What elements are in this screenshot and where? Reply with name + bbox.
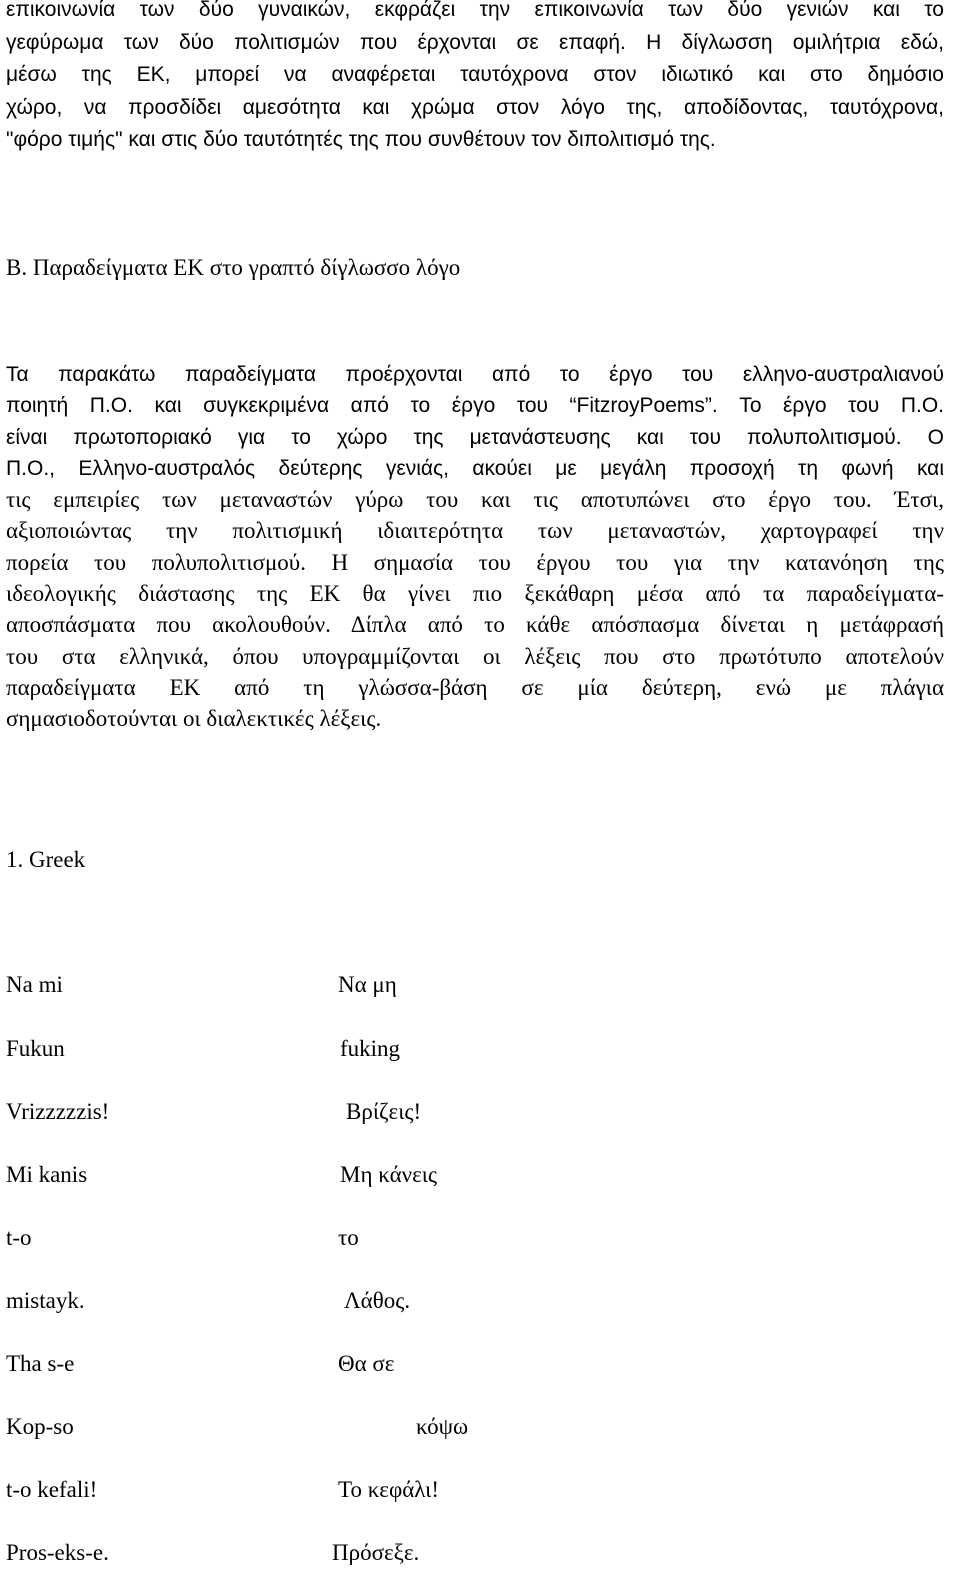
paragraph-line: είναι πρωτοποριακό για το χώρο της μετανάστευσης και του πολυπολιτισμού. Ο xyxy=(6,425,944,449)
example-title: 1. Greek xyxy=(6,847,86,872)
paragraph-line: γεφύρωμα των δύο πολιτισμών που έρχονται σε επαφή. Η δίγλωσση ομιλήτρια εδώ, xyxy=(6,30,944,54)
example-translation: Μη κάνεις xyxy=(340,1162,438,1187)
example-original: t-o xyxy=(6,1225,32,1250)
paragraph-line: χώρο, να προσδίδει αμεσότητα και χρώμα στον λόγο της, αποδίδοντας, ταυτόχρονα, xyxy=(6,95,944,119)
paragraph-line: σημασιοδοτούνται οι διαλεκτικές λέξεις. xyxy=(6,706,382,732)
example-original: mistayk. xyxy=(6,1288,85,1313)
example-translation: fuking xyxy=(340,1036,401,1061)
paragraph-line: του στα ελληνικά, όπου υπογραμμίζονται οι λέξεις που στο πρωτότυπο αποτελούν xyxy=(6,643,944,669)
paragraph-line: Τα παρακάτω παραδείγματα προέρχονται από το έργο του ελληνο-αυστραλιανού xyxy=(6,363,944,386)
example-original: Pros-eks-e. xyxy=(6,1540,109,1565)
paragraph-line: παραδείγματα ΕΚ από τη γλώσσα-βάση σε μία δεύτερη, ενώ με πλάγια xyxy=(6,674,944,700)
paragraph-line: Π.Ο., Ελληνο-αυστραλός δεύτερης γενιάς, ακούει με μεγάλη προσοχή τη φωνή και xyxy=(6,456,944,480)
example-translation: Το κεφάλι! xyxy=(338,1477,440,1502)
example-original: Tha s-e xyxy=(6,1351,75,1376)
paragraph-line: αξιοποιώντας την πολιτισμική ιδιαιτερότητα των μεταναστών, χαρτογραφεί την xyxy=(6,518,944,544)
paragraph-line: επικοινωνία των δύο γυναικών, εκφράζει την επικοινωνία των δύο γενιών και το xyxy=(6,0,944,21)
example-translation: Λάθος. xyxy=(344,1288,411,1313)
example-translation: το xyxy=(338,1225,359,1250)
example-original: t-o kefali! xyxy=(6,1477,98,1502)
example-original: Na mi xyxy=(6,972,63,997)
paragraph-line: αποσπάσματα που ακολουθούν. Δίπλα από το κάθε απόσπασμα δίνεται η μετάφρασή xyxy=(6,612,944,638)
paragraph-line: "φόρο τιμής" και στις δύο ταυτότητές της που συνθέτουν τον διπολιτισμό της. xyxy=(6,128,716,152)
example-original: Fukun xyxy=(6,1036,65,1061)
example-original: Kop-so xyxy=(6,1414,74,1439)
example-original: Vrizzzzzis! xyxy=(6,1099,110,1124)
example-original: Mi kanis xyxy=(6,1162,88,1187)
example-translation: Να μη xyxy=(338,972,397,997)
paragraph-line: πορεία του πολυπολιτισμού. Η σημασία του έργου του για την κατανόηση της xyxy=(6,549,944,575)
example-translation: κόψω xyxy=(416,1414,469,1439)
example-translation: Βρίζεις! xyxy=(346,1099,422,1124)
paragraph-line: ιδεολογικής διάστασης της ΕΚ θα γίνει πιο ξεκάθαρη μέσα από τα παραδείγματα- xyxy=(6,581,944,607)
paragraph-line: μέσω της ΕΚ, μπορεί να αναφέρεται ταυτόχρονα στον ιδιωτικό και στο δημόσιο xyxy=(6,63,944,87)
paragraph-line: τις εμπειρίες των μεταναστών γύρω του και τις αποτυπώνει στο έργο του. Έτσι, xyxy=(6,487,944,513)
paragraph-line: ποιητή Π.Ο. και συγκεκριμένα από το έργο του “FitzroyPoems”. Το έργο του Π.Ο. xyxy=(6,394,944,418)
example-translation: Θα σε xyxy=(338,1351,395,1376)
example-translation: Πρόσεξε. xyxy=(332,1540,420,1565)
section-heading: Β. Παραδείγματα ΕΚ στο γραπτό δίγλωσσο λόγο xyxy=(6,255,461,280)
